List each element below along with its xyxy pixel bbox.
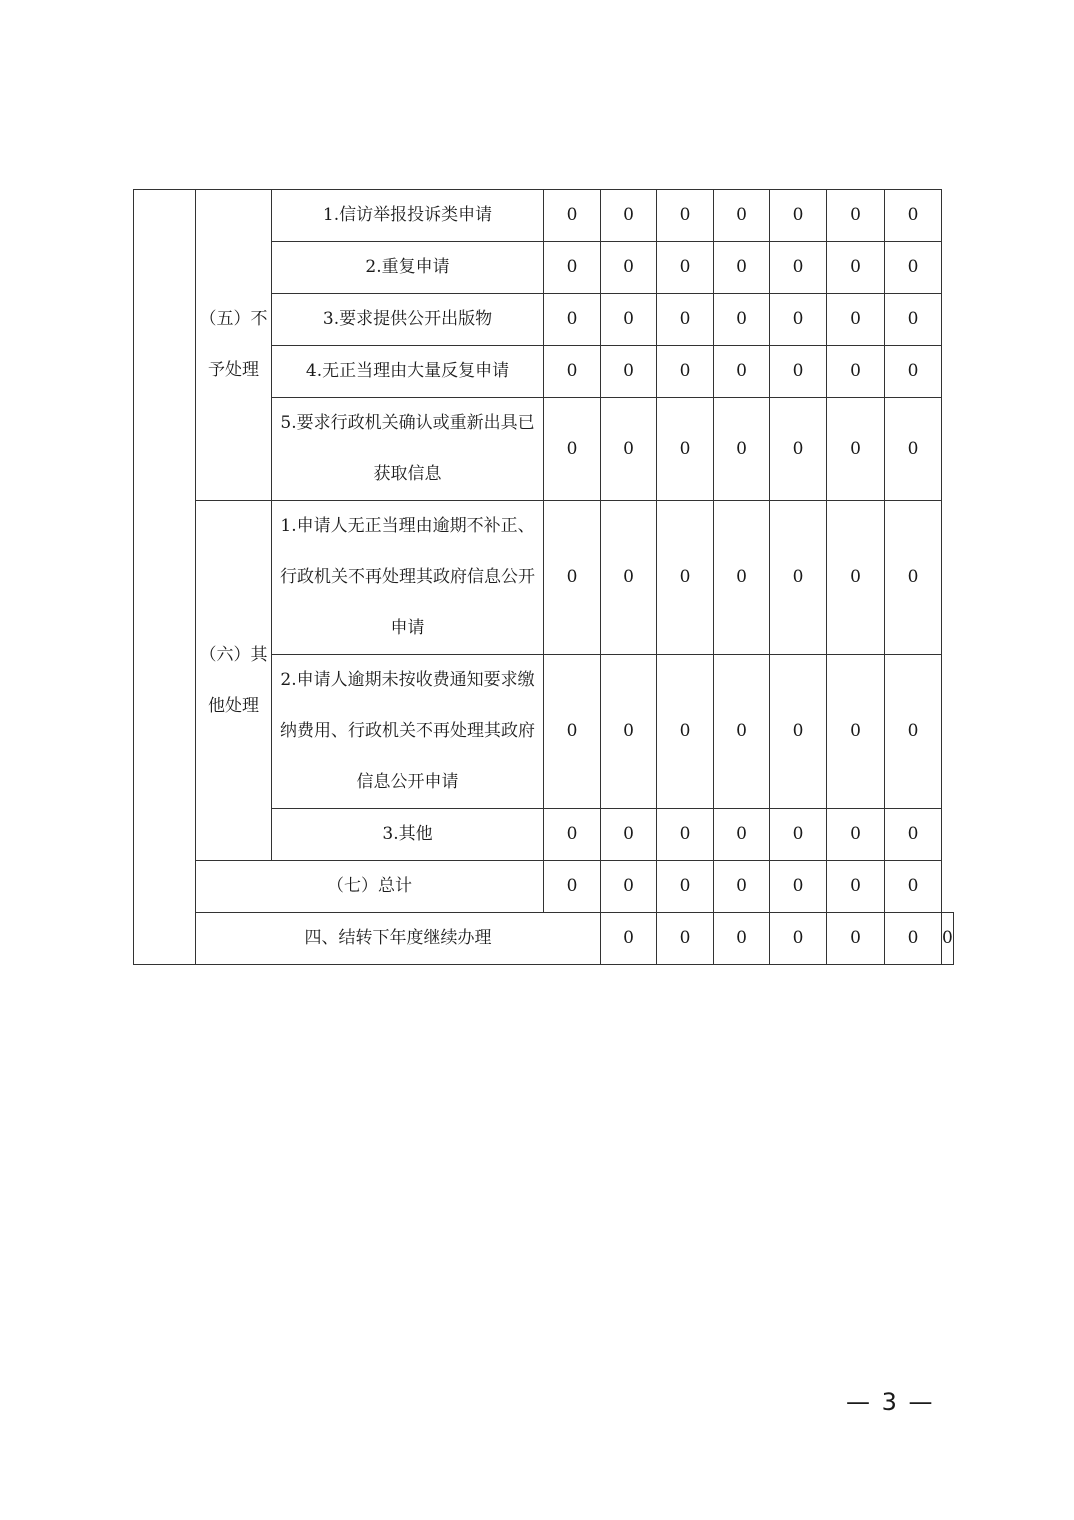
value-cell: 0: [714, 294, 770, 346]
value-cell: 0: [827, 398, 885, 501]
value-cell: 0: [714, 861, 770, 913]
table-row: [134, 501, 954, 655]
row-label: 1.信访举报投诉类申请: [272, 190, 544, 242]
value-cell: 0: [601, 242, 657, 294]
value-cell: 0: [885, 190, 942, 242]
value-cell: 0: [827, 346, 885, 398]
value-cell: 0: [885, 861, 942, 913]
value-cell: 0: [714, 913, 770, 965]
row-label: 2.申请人逾期未按收费通知要求缴纳费用、行政机关不再处理其政府信息公开申请: [272, 655, 544, 809]
group-label: （六）其他处理: [196, 501, 272, 861]
value-cell: 0: [942, 913, 954, 965]
value-cell: 0: [714, 398, 770, 501]
row-label: 5.要求行政机关确认或重新出具已获取信息: [272, 398, 544, 501]
value-cell: 0: [770, 861, 827, 913]
value-cell: 0: [770, 294, 827, 346]
value-cell: 0: [770, 809, 827, 861]
value-cell: 0: [827, 242, 885, 294]
value-cell: 0: [601, 913, 657, 965]
value-cell: 0: [885, 809, 942, 861]
value-cell: 0: [714, 501, 770, 655]
value-cell: 0: [601, 861, 657, 913]
value-cell: 0: [544, 346, 601, 398]
value-cell: 0: [544, 398, 601, 501]
value-cell: 0: [544, 501, 601, 655]
value-cell: 0: [827, 294, 885, 346]
value-cell: 0: [770, 398, 827, 501]
value-cell: 0: [770, 913, 827, 965]
value-cell: 0: [770, 655, 827, 809]
value-cell: 0: [657, 913, 714, 965]
value-cell: 0: [714, 242, 770, 294]
value-cell: 0: [885, 346, 942, 398]
value-cell: 0: [657, 242, 714, 294]
carryover-label: 四、结转下年度继续办理: [196, 913, 601, 965]
value-cell: 0: [601, 809, 657, 861]
value-cell: 0: [770, 501, 827, 655]
value-cell: 0: [601, 501, 657, 655]
value-cell: 0: [657, 398, 714, 501]
value-cell: 0: [657, 861, 714, 913]
statistics-table: [133, 189, 954, 965]
value-cell: 0: [714, 809, 770, 861]
value-cell: 0: [601, 190, 657, 242]
value-cell: 0: [827, 501, 885, 655]
value-cell: 0: [770, 242, 827, 294]
value-cell: 0: [827, 655, 885, 809]
value-cell: 0: [885, 655, 942, 809]
value-cell: 0: [601, 655, 657, 809]
outer-category-cell: [134, 190, 196, 965]
value-cell: 0: [827, 190, 885, 242]
total-label: （七）总计: [196, 861, 544, 913]
value-cell: 0: [544, 861, 601, 913]
value-cell: 0: [657, 346, 714, 398]
value-cell: 0: [657, 294, 714, 346]
value-cell: 0: [601, 294, 657, 346]
row-label: 2.重复申请: [272, 242, 544, 294]
table-row: [134, 913, 954, 965]
value-cell: 0: [714, 346, 770, 398]
value-cell: 0: [885, 398, 942, 501]
value-cell: 0: [827, 861, 885, 913]
group-label: （五）不予处理: [196, 190, 272, 501]
value-cell: 0: [770, 190, 827, 242]
value-cell: 0: [657, 190, 714, 242]
value-cell: 0: [827, 913, 885, 965]
row-label: 3.要求提供公开出版物: [272, 294, 544, 346]
value-cell: 0: [601, 346, 657, 398]
value-cell: 0: [885, 294, 942, 346]
value-cell: 0: [770, 346, 827, 398]
value-cell: 0: [827, 809, 885, 861]
row-label: 4.无正当理由大量反复申请: [272, 346, 544, 398]
value-cell: 0: [544, 294, 601, 346]
value-cell: 0: [714, 190, 770, 242]
value-cell: 0: [714, 655, 770, 809]
value-cell: 0: [544, 655, 601, 809]
table-row: [134, 861, 954, 913]
table-row: [134, 190, 954, 242]
row-label: 1.申请人无正当理由逾期不补正、行政机关不再处理其政府信息公开申请: [272, 501, 544, 655]
value-cell: 0: [544, 242, 601, 294]
value-cell: 0: [657, 809, 714, 861]
value-cell: 0: [657, 655, 714, 809]
value-cell: 0: [885, 501, 942, 655]
value-cell: 0: [657, 501, 714, 655]
row-label: 3.其他: [272, 809, 544, 861]
page-number: — 3 —: [846, 1388, 935, 1416]
value-cell: 0: [544, 809, 601, 861]
value-cell: 0: [601, 398, 657, 501]
value-cell: 0: [544, 190, 601, 242]
value-cell: 0: [885, 242, 942, 294]
value-cell: 0: [885, 913, 942, 965]
